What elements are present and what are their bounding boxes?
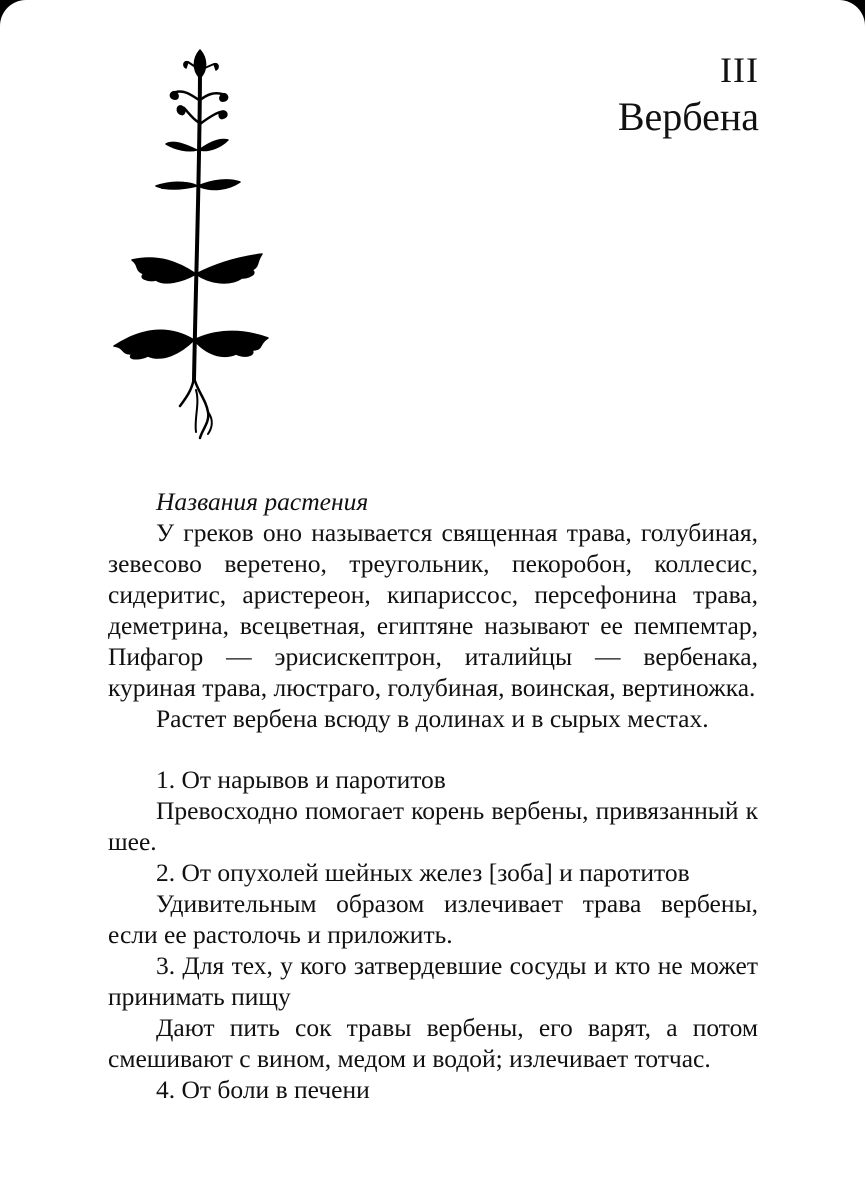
remedy-text: Удивительным образом излечивает трава вербены, если ее растолочь и приложить. xyxy=(108,889,758,949)
section-title: Названия растения xyxy=(156,487,369,516)
habitat-paragraph: Растет вербена всюду в долинах и в сырых местах. xyxy=(156,704,709,733)
remedy-text: Превосходно помогает корень вербены, привязанный к шее. xyxy=(108,796,758,856)
verbena-plant-illustration xyxy=(104,40,284,450)
body-text xyxy=(108,486,758,1105)
remedy-title: 3. Для тех, у кого затвердевшие сосуды и кто не может принимать пищу xyxy=(108,951,758,1011)
names-paragraph: У греков оно называется священная трава, голубиная, зевесово веретено, треугольник, пекоробон, коллесис, сидеритис, аристереон, кипариссос, персефонина трава, деметрина, всецветная, египтяне называют ее пемпемтар, Пифагор — эрисискептрон, италийцы — вербенака, куриная трава, люстраго, голубиная, воинская, вертиножка. xyxy=(108,518,758,702)
remedy-title: 2. От опухолей шейных желез [зоба] и паротитов xyxy=(156,858,690,887)
remedy-title: 4. От боли в печени xyxy=(156,1075,370,1104)
chapter-title: Вербена xyxy=(617,94,759,139)
remedy-text: Дают пить сок травы вербены, его варят, а потом смешивают с вином, медом и водой; излечивает тотчас. xyxy=(108,1013,758,1073)
chapter-number: III xyxy=(720,50,759,90)
paragraph-spacer xyxy=(108,734,758,764)
remedy-title: 1. От нарывов и паротитов xyxy=(156,765,446,794)
chapter-heading xyxy=(618,48,759,142)
